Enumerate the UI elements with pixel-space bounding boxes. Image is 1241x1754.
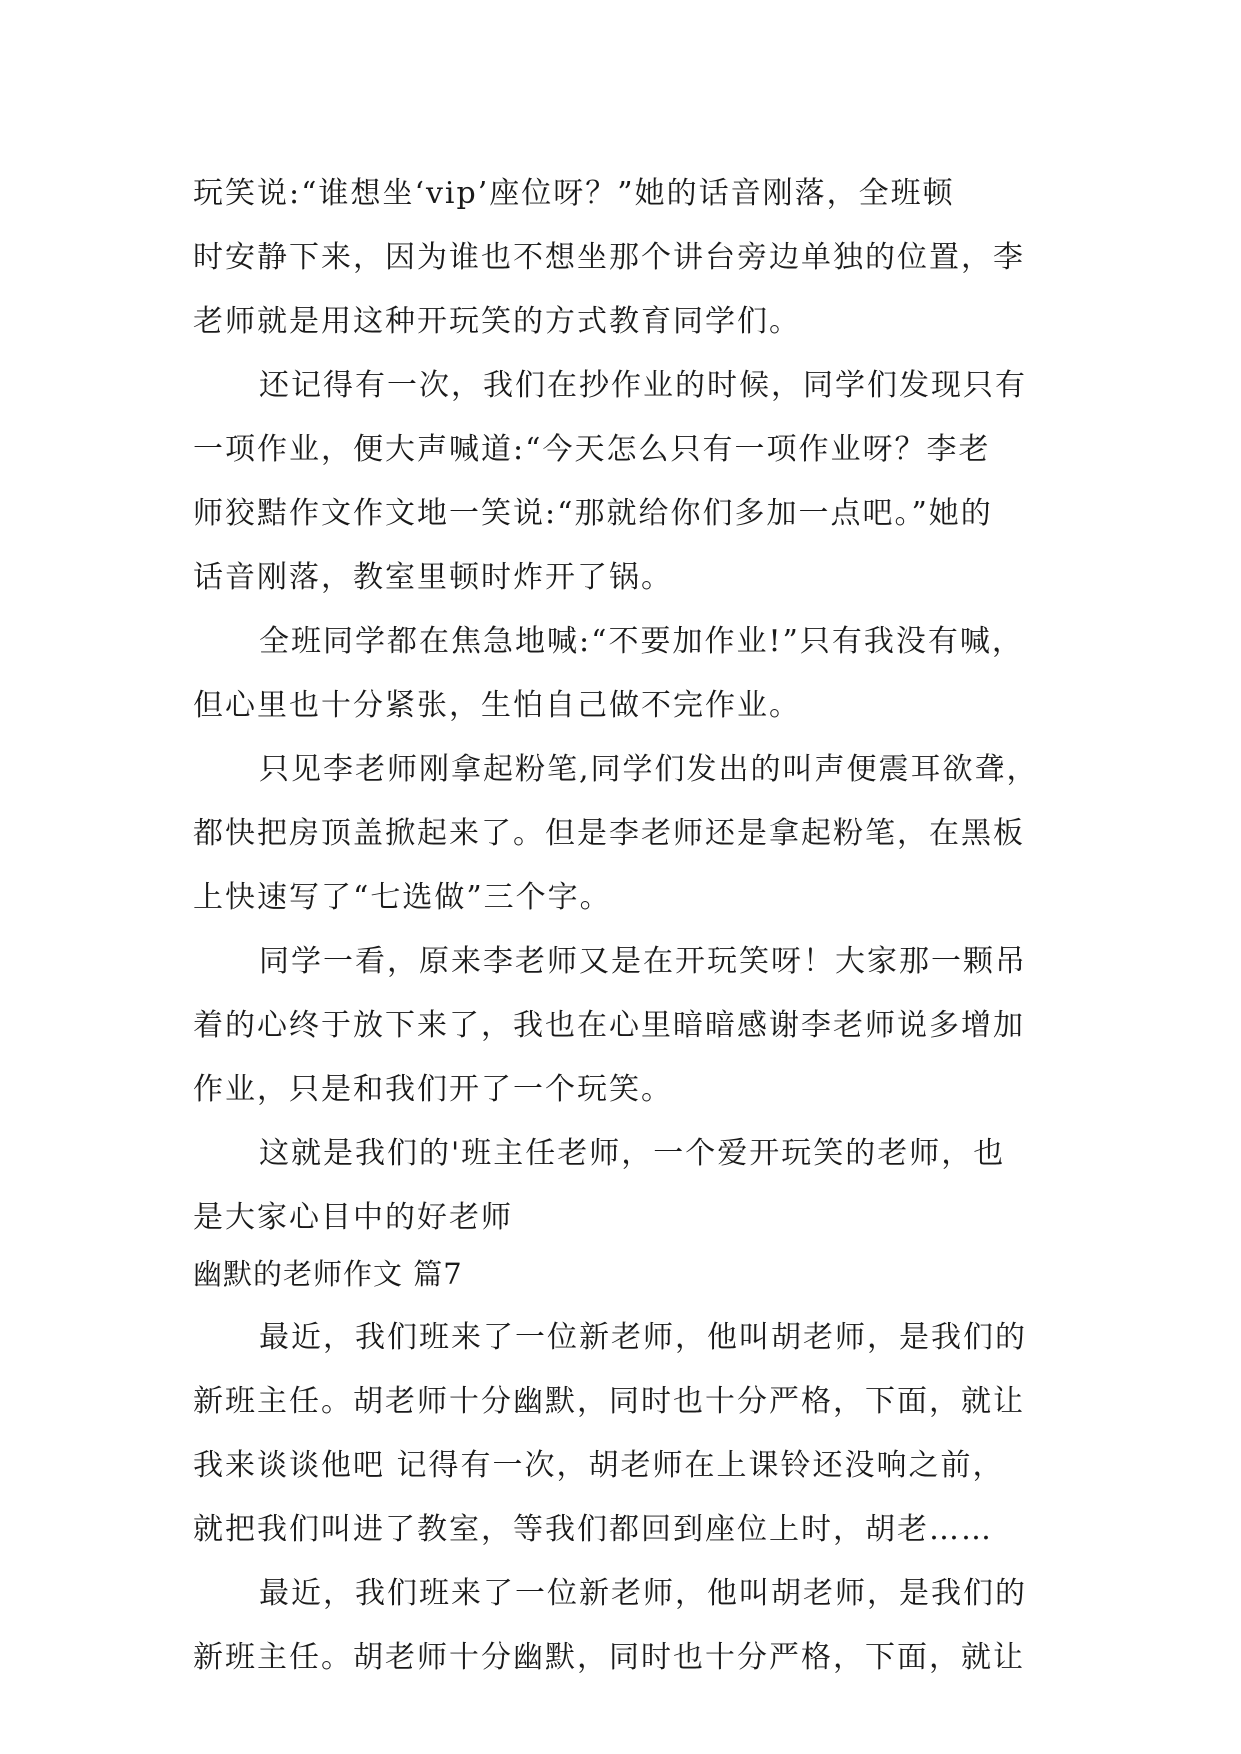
paragraph-start-line: 同学一看，原来李老师又是在开玩笑呀！大家那一颗吊 xyxy=(259,944,1027,979)
text-line: 话音刚落，教室里顿时炸开了锅。 xyxy=(193,560,673,595)
paragraph-start-line: 这就是我们的'班主任老师，一个爱开玩笑的老师，也 xyxy=(259,1136,1006,1171)
text-line: 都快把房顶盖掀起来了。但是李老师还是拿起粉笔，在黑板 xyxy=(193,816,1025,851)
text-line: 是大家心目中的好老师 xyxy=(193,1200,513,1235)
paragraph-start-line: 最近，我们班来了一位新老师，他叫胡老师，是我们的 xyxy=(259,1320,1027,1355)
paragraph-start-line: 全班同学都在焦急地喊:“不要加作业!”只有我没有喊， xyxy=(259,624,1024,659)
essay-body xyxy=(193,162,1053,1690)
paragraph-start-line: 还记得有一次，我们在抄作业的时候，同学们发现只有 xyxy=(259,368,1027,403)
text-line: 新班主任。胡老师十分幽默，同时也十分严格，下面，就让 xyxy=(193,1384,1025,1419)
paragraph-start-line: 最近，我们班来了一位新老师，他叫胡老师，是我们的 xyxy=(259,1576,1027,1611)
text-line: 我来谈谈他吧 记得有一次，胡老师在上课铃还没响之前， xyxy=(193,1448,1005,1483)
text-line: 玩笑说:“谁想坐‘vip’座位呀？”她的话音刚落，全班顿 xyxy=(193,176,955,211)
text-line: 但心里也十分紧张，生怕自己做不完作业。 xyxy=(193,688,801,723)
text-line: 一项作业，便大声喊道:“今天怎么只有一项作业呀？李老 xyxy=(193,432,991,467)
text-line: 师狡黠作文作文地一笑说:“那就给你们多加一点吧。”她的 xyxy=(193,496,993,531)
text-line: 新班主任。胡老师十分幽默，同时也十分严格，下面，就让 xyxy=(193,1640,1025,1675)
text-line: 老师就是用这种开玩笑的方式教育同学们。 xyxy=(193,304,801,339)
text-line: 上快速写了“七选做”三个字。 xyxy=(193,880,612,915)
paragraph-start-line: 只见李老师刚拿起粉笔,同学们发出的叫声便震耳欲聋， xyxy=(259,752,1039,787)
text-line: 就把我们叫进了教室，等我们都回到座位上时，胡老…… xyxy=(193,1512,993,1547)
text-line: 着的心终于放下来了，我也在心里暗暗感谢李老师说多增加 xyxy=(193,1008,1025,1043)
text-line: 作业，只是和我们开了一个玩笑。 xyxy=(193,1072,673,1107)
text-line: 时安静下来，因为谁也不想坐那个讲台旁边单独的位置，李 xyxy=(193,240,1025,275)
section-heading: 幽默的老师作文 篇7 xyxy=(193,1257,463,1291)
